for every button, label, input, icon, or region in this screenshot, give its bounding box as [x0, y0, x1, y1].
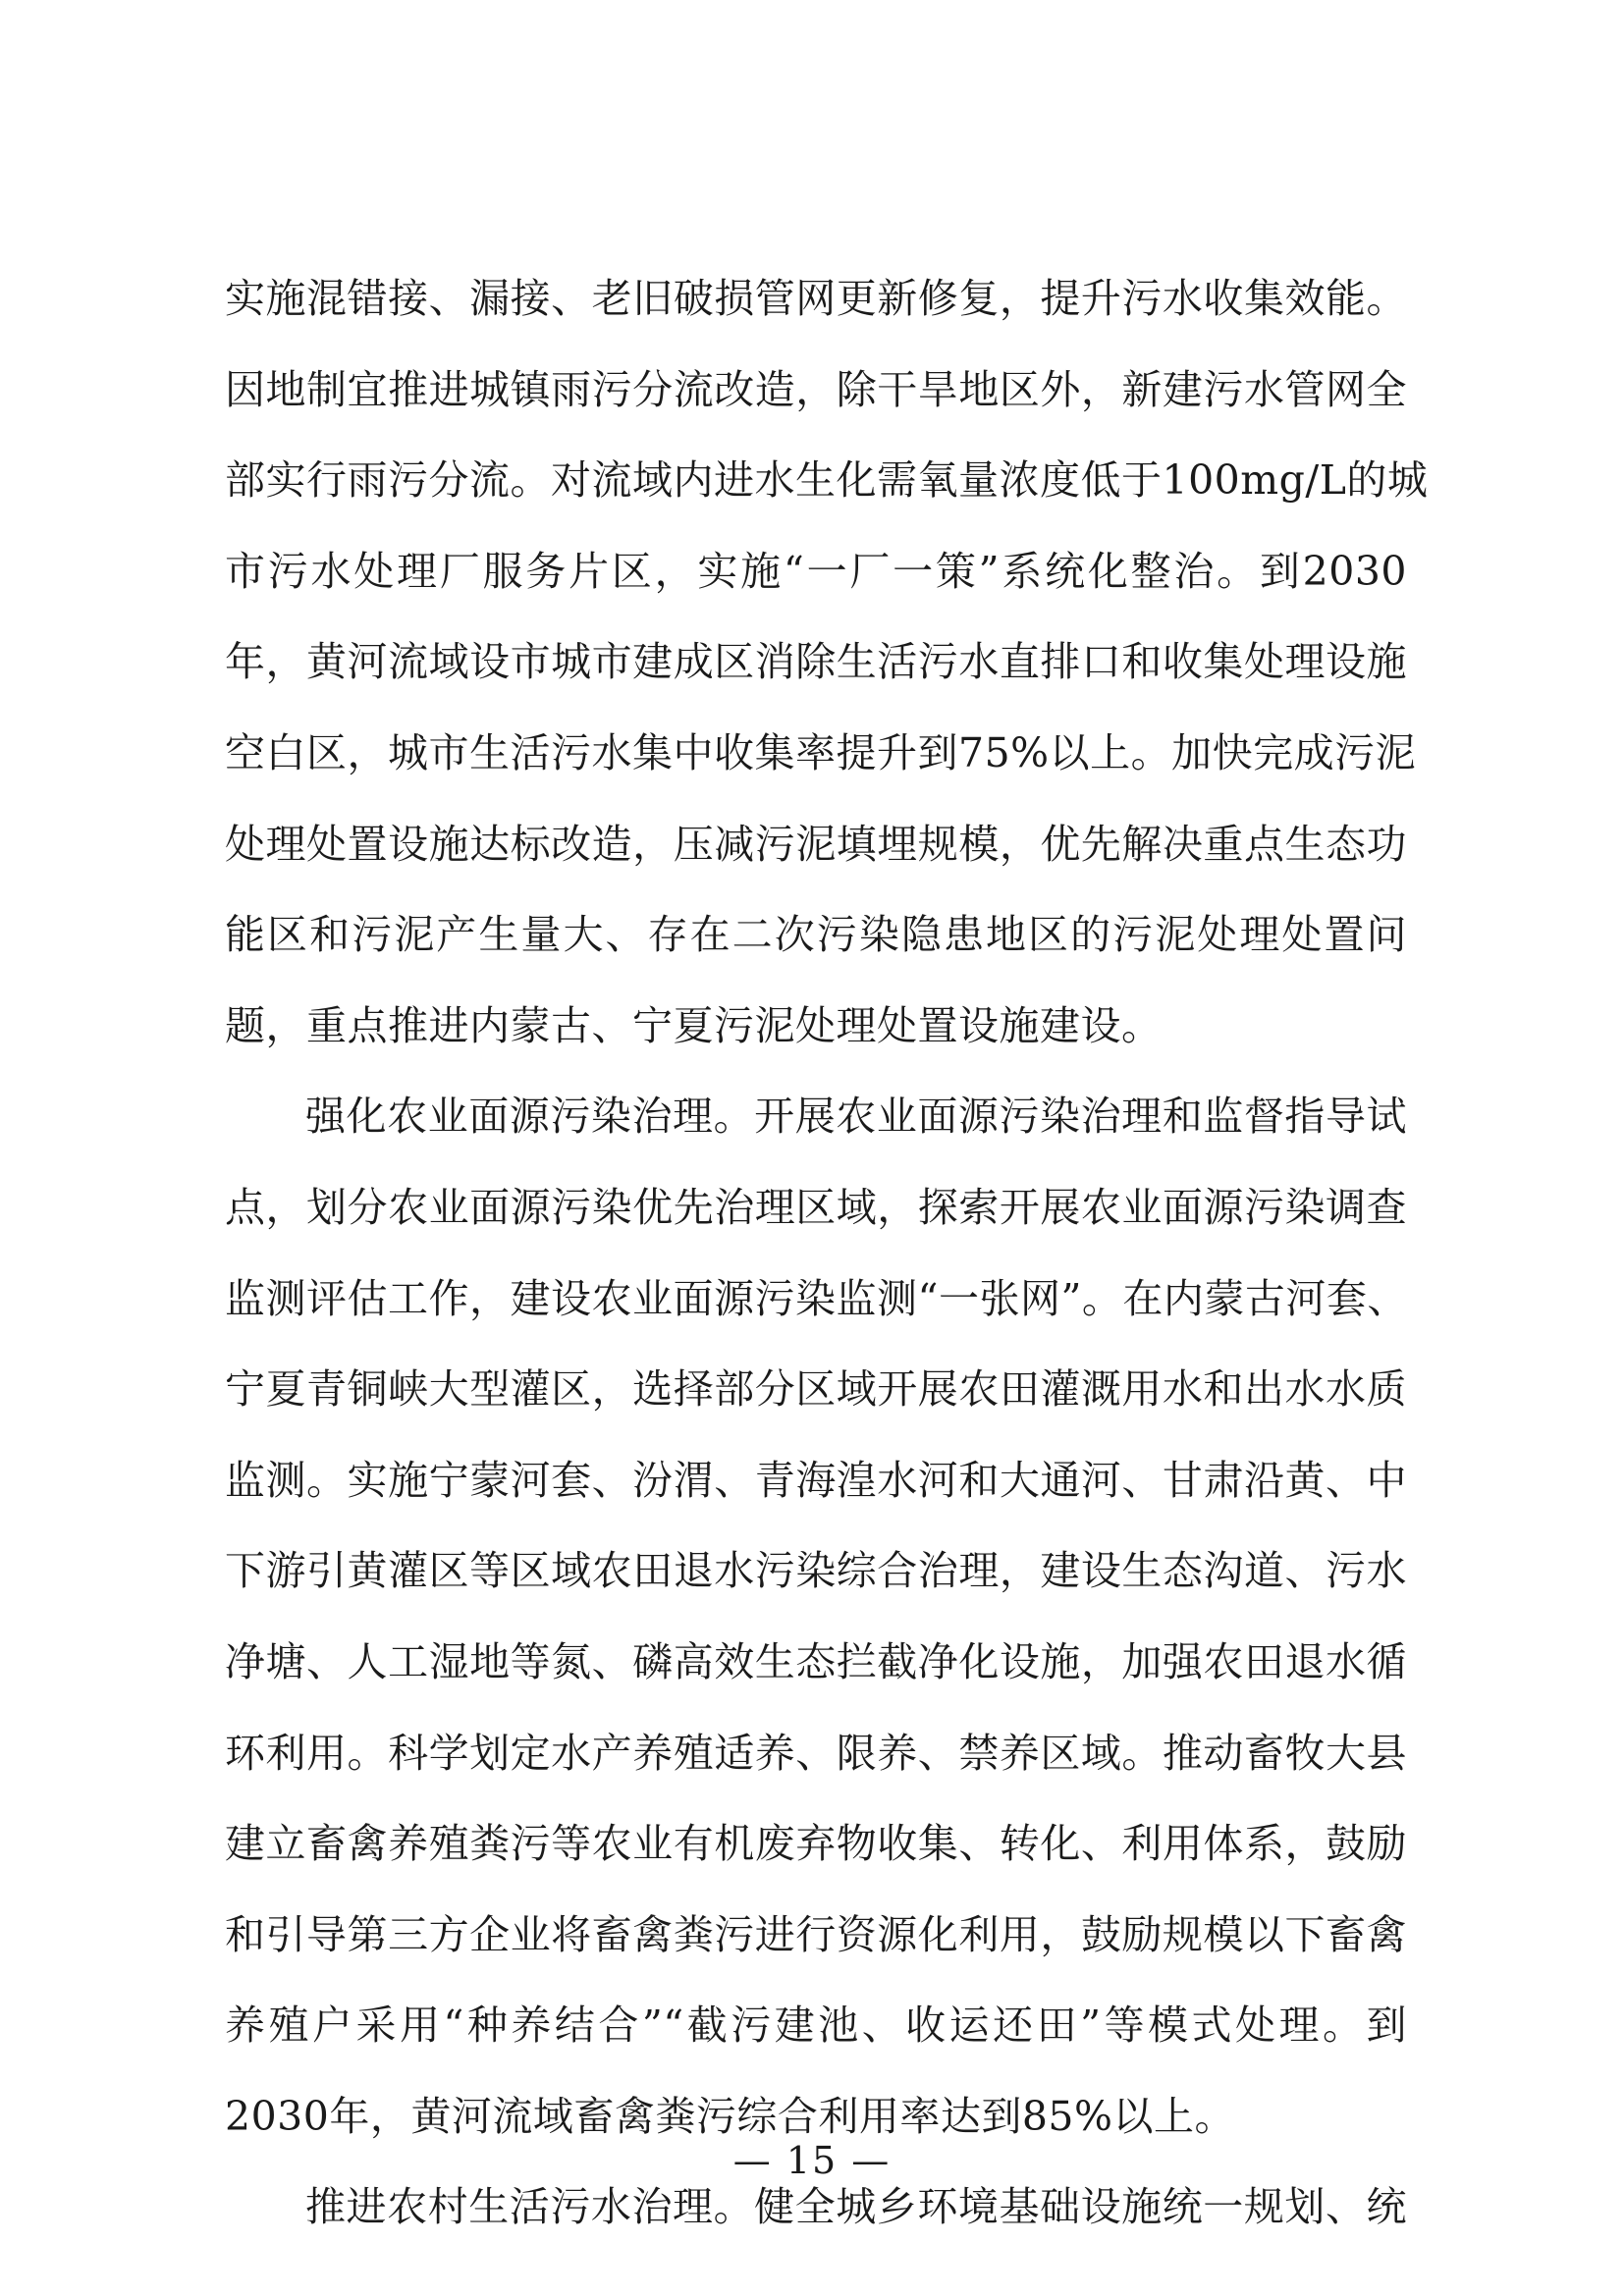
body-text: [225, 253, 1429, 2253]
text-line: 题，重点推进内蒙古、宁夏污泥处理处置设施建设。: [225, 1001, 1163, 1049]
text-line: 空白区，城市生活污水集中收集率提升到75%以上。加快完成污泥: [225, 728, 1417, 776]
text-line: 养殖户采用“种养结合”“截污建池、收运还田”等模式处理。到: [225, 2002, 1407, 2050]
text-line: 处理处置设施达标改造，压减污泥填埋规模，优先解决重点生态功: [225, 820, 1407, 868]
text-line: 监测评估工作，建设农业面源污染监测“一张网”。在内蒙古河套、: [225, 1274, 1408, 1322]
text-line: 宁夏青铜峡大型灌区，选择部分区域开展农田灌溉用水和出水水质: [225, 1365, 1407, 1414]
page-number: — 15 —: [732, 2139, 892, 2182]
text-line: 实施混错接、漏接、老旧破损管网更新修复，提升污水收集效能。: [225, 275, 1407, 322]
text-line: 市污水处理厂服务片区，实施“一厂一策”系统化整治。到2030: [225, 547, 1407, 595]
text-line: 推进农村生活污水治理。健全城乡环境基础设施统一规划、统: [305, 2183, 1407, 2231]
text-line: 强化农业面源污染治理。开展农业面源污染治理和监督指导试: [305, 1093, 1407, 1141]
text-line: 下游引黄灌区等区域农田退水污染综合治理，建设生态沟道、污水: [225, 1547, 1407, 1595]
text-line: 能区和污泥产生量大、存在二次污染隐患地区的污泥处理处置问: [225, 911, 1407, 959]
text-line: 点，划分农业面源污染优先治理区域，探索开展农业面源污染调查: [225, 1183, 1407, 1231]
text-line: 因地制宜推进城镇雨污分流改造，除干旱地区外，新建污水管网全: [225, 365, 1407, 413]
text-line: 监测。实施宁蒙河套、汾渭、青海湟水河和大通河、甘肃沿黄、中: [225, 1456, 1407, 1504]
text-line: 建立畜禽养殖粪污等农业有机废弃物收集、转化、利用体系，鼓励: [225, 1820, 1407, 1868]
text-line: 部实行雨污分流。对流域内进水生化需氧量浓度低于100mg/L的城: [225, 456, 1429, 505]
text-line: 2030年，黄河流域畜禽粪污综合利用率达到85%以上。: [225, 2092, 1235, 2140]
text-line: 环利用。科学划定水产养殖适养、限养、禁养区域。推动畜牧大县: [225, 1729, 1407, 1777]
text-line: 年，黄河流域设市城市建成区消除生活污水直排口和收集处理设施: [225, 638, 1407, 686]
text-line: 净塘、人工湿地等氮、磷高效生态拦截净化设施，加强农田退水循: [225, 1637, 1407, 1685]
text-line: 和引导第三方企业将畜禽粪污进行资源化利用，鼓励规模以下畜禽: [225, 1910, 1407, 1958]
